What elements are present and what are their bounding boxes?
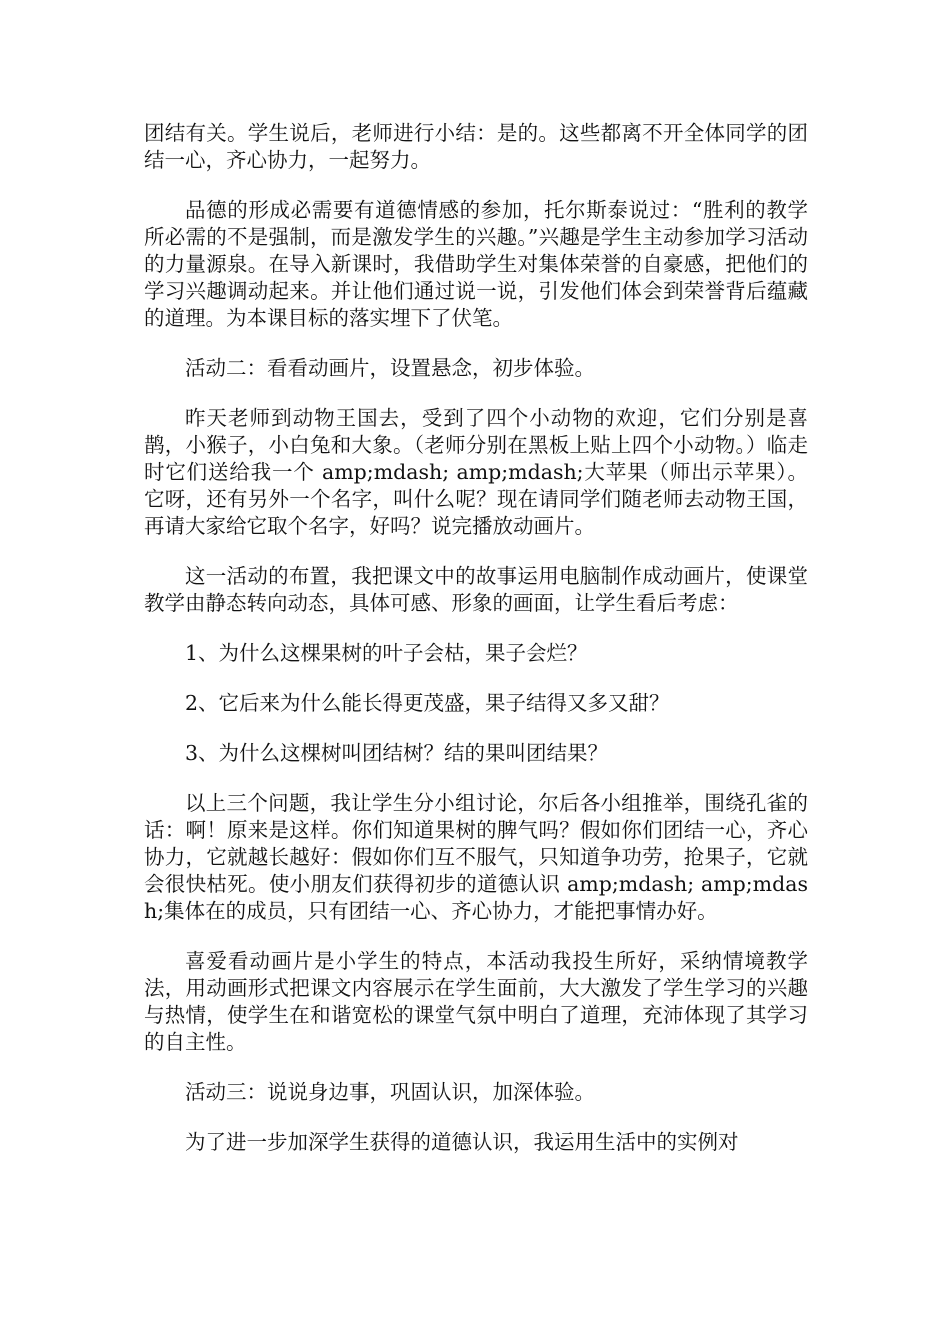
paragraph-animation-design: 这一活动的布置，我把课文中的故事运用电脑制作成动画片，使课堂教学由静态转向动态，具体可感、形象的画面，让学生看后考虑：: [144, 564, 808, 615]
paragraph-animal-kingdom: 昨天老师到动物王国去，受到了四个小动物的欢迎，它们分别是喜鹊，小猴子，小白兔和大象。（老师分别在黑板上贴上四个小动物。）临走时它们送给我一个 amp;mdash; amp;mdash;大苹果（师出示苹果）。它呀，还有另外一个名字，叫什么呢？现在请同学们随老师去动物王国，再请大家给它取个名字，好吗？说完播放动画片。: [144, 406, 808, 538]
document-body: [144, 120, 808, 1179]
question-item-1: 1、为什么这棵果树的叶子会枯，果子会烂？: [185, 641, 588, 665]
question-item-3: 3、为什么这棵树叫团结树？结的果叫团结果？: [185, 741, 609, 765]
paragraph-group-discussion: 以上三个问题，我让学生分小组讨论，尔后各小组推举，围绕孔雀的话：啊！原来是这样。你们知道果树的脾气吗？假如你们团结一心，齐心协力，它就越长越好：假如你们互不服气，只知道争功劳，抢果子，它就会很快枯死。使小朋友们获得初步的道德认识 amp;mdash; amp;mdash;集体在的成员，只有团结一心、齐心协力，才能把事情办好。: [144, 791, 808, 923]
question-item-2: 2、它后来为什么能长得更茂盛，果子结得又多又甜？: [185, 691, 670, 715]
paragraph-moral-emotion: 品德的形成必需要有道德情感的参加，托尔斯泰说过：“胜利的教学所必需的不是强制，而是激发学生的兴趣。”兴趣是学生主动参加学习活动的力量源泉。在导入新课时，我借助学生对集体荣誉的自豪感，把他们的学习兴趣调动起来。并让他们通过说一说，引发他们体会到荣誉背后蕴藏的道理。为本课目标的落实埋下了伏笔。: [144, 198, 808, 330]
paragraph-continuation: 团结有关。学生说后，老师进行小结：是的。这些都离不开全体同学的团结一心，齐心协力，一起努力。: [144, 121, 808, 172]
heading-activity-three: 活动三：说说身边事，巩固认识，加深体验。: [185, 1080, 595, 1104]
paragraph-real-life-examples: 为了进一步加深学生获得的道德认识，我运用生活中的实例对: [185, 1130, 739, 1154]
heading-activity-two: 活动二：看看动画片，设置悬念，初步体验。: [185, 356, 595, 380]
paragraph-situational-teaching: 喜爱看动画片是小学生的特点，本活动我投生所好，采纳情境教学法，用动画形式把课文内容展示在学生面前，大大激发了学生学习的兴趣与热情，使学生在和谐宽松的课堂气氛中明白了道理，充沛体现了其学习的自主性。: [144, 949, 808, 1054]
